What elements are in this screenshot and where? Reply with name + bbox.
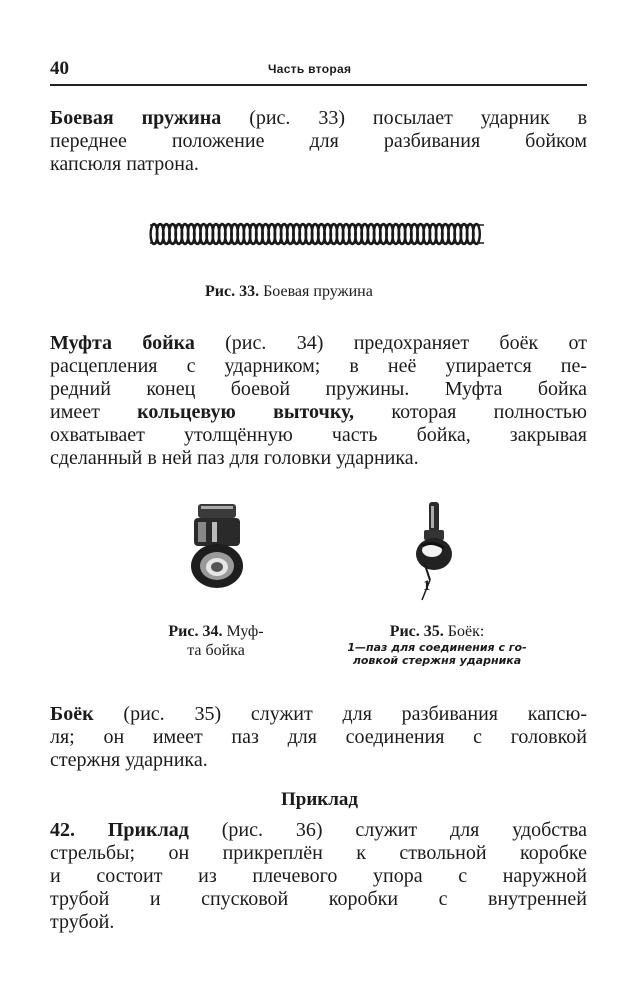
firing-pin-image [402,500,466,604]
text-line: сделанный в ней паз для головки ударника. [50,447,419,469]
spring-coil [473,224,480,244]
text-line: трубой. [50,911,115,933]
text-line: редний конец боевой пружины. Муфта бойка [50,378,587,400]
page-number: 40 [50,58,69,79]
paragraph-pin-sleeve [50,332,587,470]
figure-33-label: Рис. 33. [205,283,260,300]
running-head: Часть вторая [268,62,352,76]
text-line: ля; он имеет паз для соединения с головкой [50,726,587,748]
figure-33-title: Боевая пружина [259,283,373,300]
text-line: (рис. 34) предохраняет боёк от [194,332,587,354]
figure-35-title: Боёк: [443,623,485,640]
figure-34-title: Муф- [222,623,264,640]
figure-33-caption [205,283,373,301]
callout-number: 1 [423,578,431,594]
paragraph-stock [50,819,587,934]
section-title: Приклад [280,789,358,810]
figure-35-legend-line: 1—паз для соединения с го- [347,641,527,654]
text-line: охватывает утолщённую часть бойка, закрывая [50,424,587,446]
text-line: капсюля патрона. [50,153,199,175]
text-line: имеет [50,401,138,423]
text-line: (рис. 35) служит для разбивания капсю- [93,703,587,725]
text-line: переднее положение для разбивания бойком [50,130,587,152]
figure-34-caption [140,622,292,660]
header-rule [50,84,587,86]
figure-35-caption [312,622,562,667]
paragraph-mainspring [50,107,587,176]
term-pin-sleeve: Муфта бойка [50,332,195,354]
text-line: трубой и спусковой коробки с внутренней [50,888,587,910]
text-line: (рис. 33) посылает ударник в [221,107,588,129]
figure-34-label: Рис. 34. [168,623,223,640]
term-stock: 42. Приклад [50,819,189,841]
figure-35-legend-line: ловкой стержня ударника [352,654,522,667]
firing-pin-sleeve-image [186,500,248,592]
page-header [50,58,587,82]
text-line: и состоит из плечевого упора с наружной [50,865,587,887]
spring-image [148,212,486,256]
term-mainspring: Боевая пружина [50,107,222,129]
term-firing-pin: Боёк [50,703,94,725]
text-line: (рис. 36) служит для удобства [188,819,587,841]
paragraph-firing-pin [50,703,587,772]
figure-34-title-2: та бойка [187,642,245,659]
text-line: стержня ударника. [50,749,208,771]
term-ring-groove: кольцевую выточку, [137,401,355,423]
text-line: которая полностью [354,401,587,423]
text-line: стрельбы; он прикреплён к ствольной коробке [50,842,587,864]
figure-35-label: Рис. 35. [389,623,444,640]
text-line: расцепления с ударником; в неё упирается пе- [50,355,587,377]
